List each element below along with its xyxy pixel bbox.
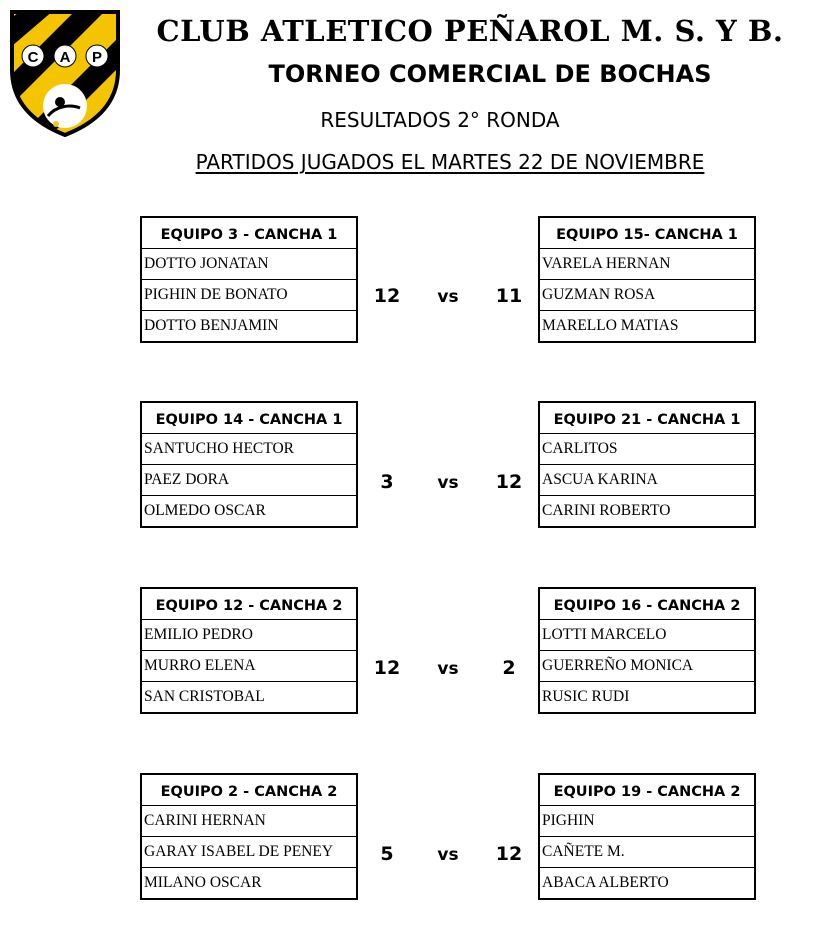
player-name: PIGHIN DE BONATO xyxy=(142,280,356,311)
logo-letter-a: A xyxy=(59,49,71,66)
team-name: EQUIPO 19 - CANCHA 2 xyxy=(540,775,754,806)
player-name: ASCUA KARINA xyxy=(540,465,754,496)
player-name: GUZMAN ROSA xyxy=(540,280,754,311)
vs-label: vs xyxy=(437,845,459,865)
player-name: LOTTI MARCELO xyxy=(540,620,754,651)
team-name: EQUIPO 12 - CANCHA 2 xyxy=(142,589,356,620)
player-name: VARELA HERNAN xyxy=(540,249,754,280)
tournament-subtitle: TORNEO COMERCIAL DE BOCHAS xyxy=(268,60,712,88)
score-left: 12 xyxy=(373,285,401,307)
player-name: DOTTO BENJAMIN xyxy=(144,317,279,334)
player-name: GUERREÑO MONICA xyxy=(540,651,754,682)
club-title: CLUB ATLETICO PEÑAROL M. S. Y B. xyxy=(156,14,784,48)
score-left: 3 xyxy=(380,471,394,493)
team-name: EQUIPO 3 - CANCHA 1 xyxy=(142,218,356,249)
team-name: EQUIPO 21 - CANCHA 1 xyxy=(540,403,754,434)
team-name: EQUIPO 14 - CANCHA 1 xyxy=(142,403,356,434)
team-card-left xyxy=(140,216,358,343)
score-right: 12 xyxy=(495,843,523,865)
team-card-left xyxy=(140,587,358,714)
player-name: SANTUCHO HECTOR xyxy=(142,434,356,465)
vs-label: vs xyxy=(437,659,459,679)
team-card-right xyxy=(538,401,756,528)
score-left: 12 xyxy=(373,657,401,679)
team-card-right xyxy=(538,216,756,343)
player-name: ABACA ALBERTO xyxy=(542,874,669,891)
player-name: EMILIO PEDRO xyxy=(142,620,356,651)
team-card-right xyxy=(538,773,756,900)
player-name: CARINI HERNAN xyxy=(142,806,356,837)
team-card-left xyxy=(140,773,358,900)
match-date-text: PARTIDOS JUGADOS EL MARTES 22 DE NOVIEMBRE xyxy=(195,150,705,174)
player-name: MURRO ELENA xyxy=(142,651,356,682)
match-date-heading xyxy=(130,150,770,174)
player-name: PAEZ DORA xyxy=(142,465,356,496)
player-name: OLMEDO OSCAR xyxy=(144,502,266,519)
player-name: MILANO OSCAR xyxy=(144,874,262,891)
player-name: SAN CRISTOBAL xyxy=(144,688,265,705)
club-crest-logo xyxy=(8,8,122,138)
player-name: CARINI ROBERTO xyxy=(542,502,671,519)
score-right: 2 xyxy=(502,657,516,679)
player-name: PIGHIN xyxy=(540,806,754,837)
team-card-left xyxy=(140,401,358,528)
team-name: EQUIPO 15- CANCHA 1 xyxy=(540,218,754,249)
round-heading: RESULTADOS 2° RONDA xyxy=(320,108,560,132)
player-name: DOTTO JONATAN xyxy=(142,249,356,280)
player-name: GARAY ISABEL DE PENEY xyxy=(142,837,356,868)
player-name: MARELLO MATIAS xyxy=(542,317,679,334)
vs-label: vs xyxy=(437,473,459,493)
team-name: EQUIPO 16 - CANCHA 2 xyxy=(540,589,754,620)
team-card-right xyxy=(538,587,756,714)
logo-letter-p: P xyxy=(91,49,103,66)
vs-label: vs xyxy=(437,287,459,307)
score-right: 12 xyxy=(495,471,523,493)
score-left: 5 xyxy=(380,843,394,865)
player-name: CARLITOS xyxy=(540,434,754,465)
logo-letter-c: C xyxy=(27,49,39,66)
player-name: RUSIC RUDI xyxy=(542,688,630,705)
score-right: 11 xyxy=(495,285,523,307)
team-name: EQUIPO 2 - CANCHA 2 xyxy=(142,775,356,806)
player-name: CAÑETE M. xyxy=(540,837,754,868)
